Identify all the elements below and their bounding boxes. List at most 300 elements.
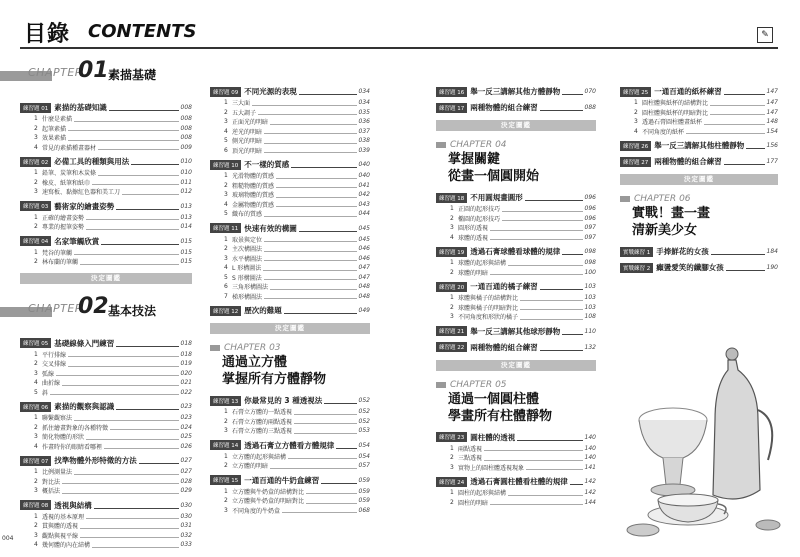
chapter-label-row: [436, 379, 596, 391]
leader-line: [276, 173, 357, 179]
toc-item[interactable]: [20, 512, 192, 522]
leader-line: [704, 119, 765, 125]
toc-item[interactable]: [210, 98, 370, 108]
section-row[interactable]: [210, 474, 370, 487]
item-number: 3: [634, 118, 638, 126]
leader-line: [264, 138, 357, 144]
toc-item[interactable]: [210, 146, 370, 156]
leader-line: [570, 478, 583, 485]
toc-item[interactable]: [20, 540, 192, 550]
chapter-title[interactable]: 實戰！畫一畫: [632, 206, 711, 221]
section-page: 110: [584, 327, 596, 335]
toc-item[interactable]: [620, 127, 778, 137]
section-row[interactable]: [20, 200, 192, 213]
leader-line: [291, 161, 356, 168]
page-subtitle: CONTENTS: [88, 21, 197, 42]
leader-line: [508, 260, 583, 266]
toc-item[interactable]: [210, 417, 370, 427]
item-number: 2: [34, 258, 38, 266]
leader-line: [122, 189, 179, 195]
section-page: 023: [180, 403, 192, 410]
toc-item[interactable]: [20, 133, 192, 143]
item-title: 幾何體的內在結構: [42, 542, 91, 550]
toc-item[interactable]: [436, 204, 596, 214]
item-title: 水平構圖法: [232, 255, 263, 263]
leader-line: [264, 236, 357, 242]
item-number: 1: [34, 169, 38, 177]
item-number: 4: [34, 442, 38, 450]
toc-item[interactable]: [210, 200, 370, 210]
chapter-label: CHAPTER: [634, 194, 677, 204]
section-badge: 練習題 21: [436, 326, 467, 336]
section-page: 013: [180, 202, 192, 210]
section-title: 兩種物體的組合練習: [470, 342, 538, 352]
item-number: 1: [224, 172, 228, 180]
item-number: 1: [34, 213, 38, 221]
toc-item[interactable]: [210, 496, 370, 506]
toc-item[interactable]: [210, 181, 370, 191]
leader-line: [264, 211, 357, 217]
item-page: 096: [584, 214, 596, 222]
item-number: 2: [34, 124, 38, 132]
section-badge: 練習題 25: [620, 87, 651, 97]
toc-item[interactable]: [210, 263, 370, 273]
item-title: 林布蘭的筆觸: [42, 259, 79, 267]
section-badge: 練習題 26: [620, 141, 651, 151]
toc-item[interactable]: [210, 426, 370, 436]
toc-item[interactable]: [210, 127, 370, 137]
section-badge: 練習題 18: [436, 193, 467, 203]
chapter-title-line2: 學畫所有柱體靜物: [448, 408, 553, 424]
section-row[interactable]: [436, 191, 596, 204]
section-row[interactable]: [20, 101, 192, 114]
toc-item[interactable]: [20, 178, 192, 188]
item-title: 圓形的透視: [458, 225, 489, 233]
item-title: 比例測量法: [42, 469, 73, 477]
item-title: 三大面: [232, 100, 251, 108]
item-page: 008: [180, 115, 192, 123]
toc-item[interactable]: [210, 235, 370, 245]
leader-line: [490, 269, 583, 275]
leader-line: [62, 488, 179, 494]
item-title: S 形構圖法: [232, 274, 262, 282]
toc-item[interactable]: [436, 312, 596, 322]
item-title: 專業的握筆姿勢: [42, 224, 85, 232]
toc-item[interactable]: [20, 388, 192, 398]
toc-item[interactable]: [436, 293, 596, 303]
item-page: 046: [358, 254, 370, 262]
toc-item[interactable]: [436, 303, 596, 313]
section-row[interactable]: [620, 245, 778, 258]
chapter-bar: [436, 382, 446, 388]
leader-line: [540, 104, 583, 111]
leader-line: [101, 238, 178, 245]
chapter-title-line2: 從畫一個圓開始: [448, 169, 540, 184]
item-number: 6: [224, 146, 228, 154]
leader-line: [686, 128, 765, 134]
toc-item[interactable]: [210, 117, 370, 127]
chapter-title-line2: 清新美少女: [632, 223, 698, 238]
item-page: 059: [358, 497, 370, 505]
toc-item[interactable]: [20, 531, 192, 541]
toc-item[interactable]: [20, 187, 192, 197]
leader-line: [252, 100, 357, 106]
toc-item[interactable]: [210, 487, 370, 497]
leader-line: [321, 477, 356, 484]
item-title: 球體的明暗: [458, 269, 489, 277]
toc-item[interactable]: [436, 268, 596, 278]
toc-item[interactable]: [20, 521, 192, 531]
item-page: 048: [358, 283, 370, 291]
item-number: 1: [450, 444, 454, 452]
leader-line: [294, 418, 357, 424]
section-row[interactable]: [20, 337, 192, 350]
item-page: 037: [358, 127, 370, 135]
section-row[interactable]: [210, 394, 370, 407]
toc-item[interactable]: [620, 108, 778, 118]
section-row[interactable]: [20, 454, 192, 467]
section-row[interactable]: [20, 400, 192, 413]
toc-item[interactable]: [210, 244, 370, 254]
toc-item[interactable]: [436, 223, 596, 233]
item-title: 對比法: [42, 478, 61, 486]
section-row[interactable]: [620, 139, 778, 152]
toc-item[interactable]: [210, 282, 370, 292]
chapter-title[interactable]: 通過一個圓柱體: [448, 391, 540, 407]
section-title: 圓柱體的透視: [470, 432, 516, 442]
leader-line: [270, 284, 357, 290]
item-number: 1: [224, 235, 228, 243]
section-title: 癲盪愛笑的纖腳女孩: [656, 263, 724, 272]
item-page: 036: [358, 118, 370, 126]
toc-item[interactable]: [20, 423, 192, 433]
toc-item[interactable]: [436, 488, 596, 498]
toc-item[interactable]: [20, 124, 192, 134]
section-row[interactable]: [436, 475, 596, 488]
leader-line: [116, 340, 178, 347]
leader-line: [508, 490, 583, 496]
section-row[interactable]: [20, 235, 192, 248]
leader-line: [490, 225, 583, 231]
section-row[interactable]: [20, 155, 192, 168]
leader-line: [525, 194, 583, 201]
item-number: 2: [34, 423, 38, 431]
section-page: 132: [584, 343, 596, 351]
item-title: 曲折線: [42, 380, 61, 388]
leader-line: [562, 328, 582, 335]
item-title: 常見的素描種畫器材: [42, 144, 97, 152]
item-page: 039: [358, 146, 370, 154]
chapter-title[interactable]: 基本技法: [108, 303, 157, 318]
item-title: 梯形構圖法: [232, 293, 263, 301]
item-title: 作畫時你的眼睛看哪裡: [42, 443, 103, 451]
item-title: 立方體與牛奶盒的明暗對比: [232, 498, 305, 506]
leader-line: [276, 192, 357, 198]
section-row[interactable]: [436, 101, 596, 114]
item-title: 球體的透視: [458, 234, 489, 242]
section-page: 103: [584, 283, 596, 290]
item-title: 什麼是素描: [42, 116, 73, 124]
section-page: 015: [180, 237, 192, 245]
item-page: 098: [584, 259, 596, 267]
chapter-number: 01: [78, 58, 109, 83]
chapter-number: 06: [679, 194, 691, 204]
toc-item[interactable]: [436, 233, 596, 243]
toc-item[interactable]: [436, 463, 596, 473]
section-row[interactable]: [210, 158, 370, 171]
section-page: 040: [358, 161, 370, 168]
leader-line: [294, 409, 357, 415]
item-number: 4: [34, 541, 38, 549]
section-badge: 練習題 22: [436, 342, 467, 352]
item-page: 031: [180, 522, 192, 530]
toc-item[interactable]: [20, 432, 192, 442]
item-page: 042: [358, 191, 370, 199]
item-number: 4: [224, 200, 228, 208]
toc-item[interactable]: [20, 213, 192, 223]
item-page: 026: [180, 442, 192, 450]
item-page: 097: [584, 233, 596, 241]
leader-line: [294, 428, 357, 434]
item-number: 3: [224, 506, 228, 514]
item-number: 1: [224, 452, 228, 460]
section-title: 必備工具的種類與用法: [54, 157, 130, 166]
item-title: 玻璃物體的質感: [232, 192, 275, 200]
section-page: 098: [584, 248, 596, 255]
chapter-label: CHAPTER: [450, 379, 493, 390]
chapter-title[interactable]: 素描基礎: [108, 68, 157, 82]
chapter-label-row: [436, 139, 596, 151]
item-title: 不同角度和形狀的橘子: [458, 314, 519, 322]
item-title: 橢圓的起形技巧: [458, 215, 501, 223]
toc-item[interactable]: [210, 254, 370, 264]
item-page: 024: [180, 423, 192, 431]
section-badge: 練習題 02: [20, 157, 51, 167]
toc-item[interactable]: [20, 248, 192, 258]
item-page: 147: [766, 108, 778, 116]
toc-item[interactable]: [436, 258, 596, 268]
section-title: 透過石膏圓柱體看柱體的規律: [470, 477, 568, 486]
page-number: 004: [2, 535, 14, 542]
section-badge: 練習題 14: [210, 440, 241, 450]
toc-item[interactable]: [210, 136, 370, 146]
item-page: 012: [180, 188, 192, 196]
toc-item[interactable]: [20, 477, 192, 487]
toc-item[interactable]: [20, 413, 192, 423]
item-title: 概括法: [42, 488, 61, 496]
leader-line: [86, 214, 179, 220]
section-badge: 練習題 16: [436, 87, 467, 97]
chapter-number: 04: [495, 140, 507, 150]
section-row[interactable]: [20, 499, 192, 512]
item-number: 1: [34, 414, 38, 422]
section-page: 054: [358, 441, 370, 449]
toc-item[interactable]: [210, 209, 370, 219]
item-page: 020: [180, 369, 192, 377]
toc-item[interactable]: [210, 273, 370, 283]
toc-column: [620, 82, 778, 274]
toc-item[interactable]: [210, 108, 370, 118]
item-page: 008: [180, 134, 192, 142]
toc-item[interactable]: [20, 222, 192, 232]
item-title: 透過石膏圓柱體畫紙杯: [642, 119, 703, 127]
toc-item[interactable]: [436, 444, 596, 454]
item-title: 圓柱的起形與結構: [458, 490, 507, 498]
item-page: 021: [180, 379, 192, 387]
item-title: 三角形構圖法: [232, 284, 269, 292]
chapter-title[interactable]: 通過立方體: [222, 355, 288, 370]
item-title: 聯繫觀察法: [42, 415, 73, 423]
section-title: 一通百通的橘子練習: [470, 282, 538, 291]
toc-column: [210, 82, 370, 515]
page-title: 目錄: [24, 22, 71, 47]
toc-item[interactable]: [20, 378, 192, 388]
leader-line: [562, 248, 582, 255]
leader-line: [131, 158, 178, 165]
item-page: 103: [584, 303, 596, 311]
toc-item[interactable]: [20, 114, 192, 124]
item-title: 逆光的明暗: [232, 128, 263, 136]
leader-line: [104, 443, 179, 449]
item-title: 鉛筆、炭筆和木炭條: [42, 170, 97, 178]
toc-item[interactable]: [20, 143, 192, 153]
toc-item[interactable]: [20, 168, 192, 178]
section-row[interactable]: [620, 261, 778, 274]
section-badge: 實戰練習 2: [620, 263, 653, 273]
leader-line: [710, 100, 765, 106]
chapter-bar: [620, 196, 630, 202]
item-number: 3: [224, 427, 228, 435]
leader-line: [80, 523, 179, 529]
leader-line: [526, 464, 583, 470]
chapter-header: [436, 139, 596, 185]
item-number: 3: [34, 531, 38, 539]
item-number: 3: [224, 254, 228, 262]
leader-line: [92, 542, 179, 548]
chapter-title[interactable]: 掌握關鍵: [448, 152, 501, 167]
toc-item[interactable]: [436, 453, 596, 463]
item-title: L 形構圖法: [232, 265, 262, 273]
toc-item[interactable]: [20, 359, 192, 369]
toc-item[interactable]: [436, 214, 596, 224]
section-badge: 練習題 17: [436, 103, 467, 113]
section-row[interactable]: [436, 85, 596, 98]
section-row[interactable]: [436, 280, 596, 293]
section-row[interactable]: [210, 85, 370, 98]
item-number: 1: [224, 408, 228, 416]
leader-line: [276, 201, 357, 207]
item-page: 015: [180, 248, 192, 256]
section-title: 基礎線條入門練習: [54, 338, 115, 348]
exam-divider: 決定圖鑑: [436, 120, 596, 131]
section-row[interactable]: [210, 304, 370, 317]
toc-item[interactable]: [620, 98, 778, 108]
toc-item[interactable]: [210, 452, 370, 462]
section-title: 一通百通的牛奶盒練習: [244, 475, 320, 485]
toc-item[interactable]: [20, 442, 192, 452]
chapter-header: [436, 379, 596, 425]
toc-item[interactable]: [20, 486, 192, 496]
section-row[interactable]: [620, 155, 778, 168]
item-page: 014: [180, 223, 192, 231]
item-page: 141: [584, 463, 596, 471]
item-title: 速寫板、黏擦紅色器和美工刀: [42, 189, 121, 197]
toc-item[interactable]: [20, 350, 192, 360]
item-number: 2: [34, 477, 38, 485]
item-number: 2: [450, 268, 454, 276]
section-row[interactable]: [436, 325, 596, 338]
item-title: 不同角度的牛奶盒: [232, 507, 281, 515]
item-number: 2: [224, 497, 228, 505]
toc-item[interactable]: [20, 467, 192, 477]
leader-line: [711, 248, 765, 255]
toc-item[interactable]: [436, 498, 596, 508]
leader-line: [520, 295, 583, 301]
item-title: 起筆素描: [42, 125, 67, 133]
leader-line: [264, 293, 357, 299]
section-row[interactable]: [210, 222, 370, 235]
section-badge: 練習題 20: [436, 282, 467, 292]
leader-line: [276, 182, 357, 188]
chapter-title-line2: 掌握所有方體靜物: [222, 372, 327, 387]
chapter-number: 05: [495, 379, 507, 390]
toc-item[interactable]: [210, 190, 370, 200]
section-row[interactable]: [210, 439, 370, 452]
toc-item[interactable]: [210, 171, 370, 181]
toc-item[interactable]: [210, 292, 370, 302]
toc-item[interactable]: [620, 117, 778, 127]
item-number: 2: [450, 214, 454, 222]
section-page: 156: [766, 142, 778, 149]
item-title: 球體與橘子的結構對比: [458, 295, 519, 303]
section-page: 034: [358, 88, 370, 95]
item-page: 033: [180, 541, 192, 549]
section-badge: 練習題 04: [20, 236, 51, 246]
toc-item[interactable]: [20, 257, 192, 267]
section-row[interactable]: [436, 341, 596, 354]
item-number: 3: [34, 487, 38, 495]
section-title: 不一樣的質感: [244, 160, 290, 169]
section-row[interactable]: [436, 431, 596, 444]
item-title: 抓住繪畫對象的各種特徵: [42, 424, 109, 432]
item-title: 正確的繪畫姿勢: [42, 214, 85, 222]
item-title: 效果素描: [42, 135, 67, 143]
section-row[interactable]: [436, 245, 596, 258]
header-divider: [20, 47, 778, 49]
chapter-label: CHAPTER: [450, 140, 493, 150]
toc-item[interactable]: [210, 407, 370, 417]
section-page: 008: [180, 104, 192, 111]
section-page: 049: [358, 307, 370, 314]
item-title: 立方體與牛奶盒的結構對比: [232, 488, 305, 496]
toc-item[interactable]: [210, 461, 370, 471]
leader-line: [62, 478, 179, 484]
leader-line: [270, 119, 357, 125]
toc-item[interactable]: [210, 506, 370, 516]
item-page: 052: [358, 417, 370, 425]
item-page: 068: [358, 506, 370, 514]
item-page: 013: [180, 213, 192, 221]
chapter-header: [210, 342, 370, 388]
section-row[interactable]: [620, 85, 778, 98]
toc-item[interactable]: [20, 369, 192, 379]
item-number: 3: [34, 433, 38, 441]
item-title: 光滑物體的質感: [232, 173, 275, 181]
item-title: 粗糙物體的質感: [232, 182, 275, 190]
item-title: 球體的起形與結構: [458, 260, 507, 268]
leader-line: [484, 445, 583, 451]
leader-line: [288, 453, 357, 459]
